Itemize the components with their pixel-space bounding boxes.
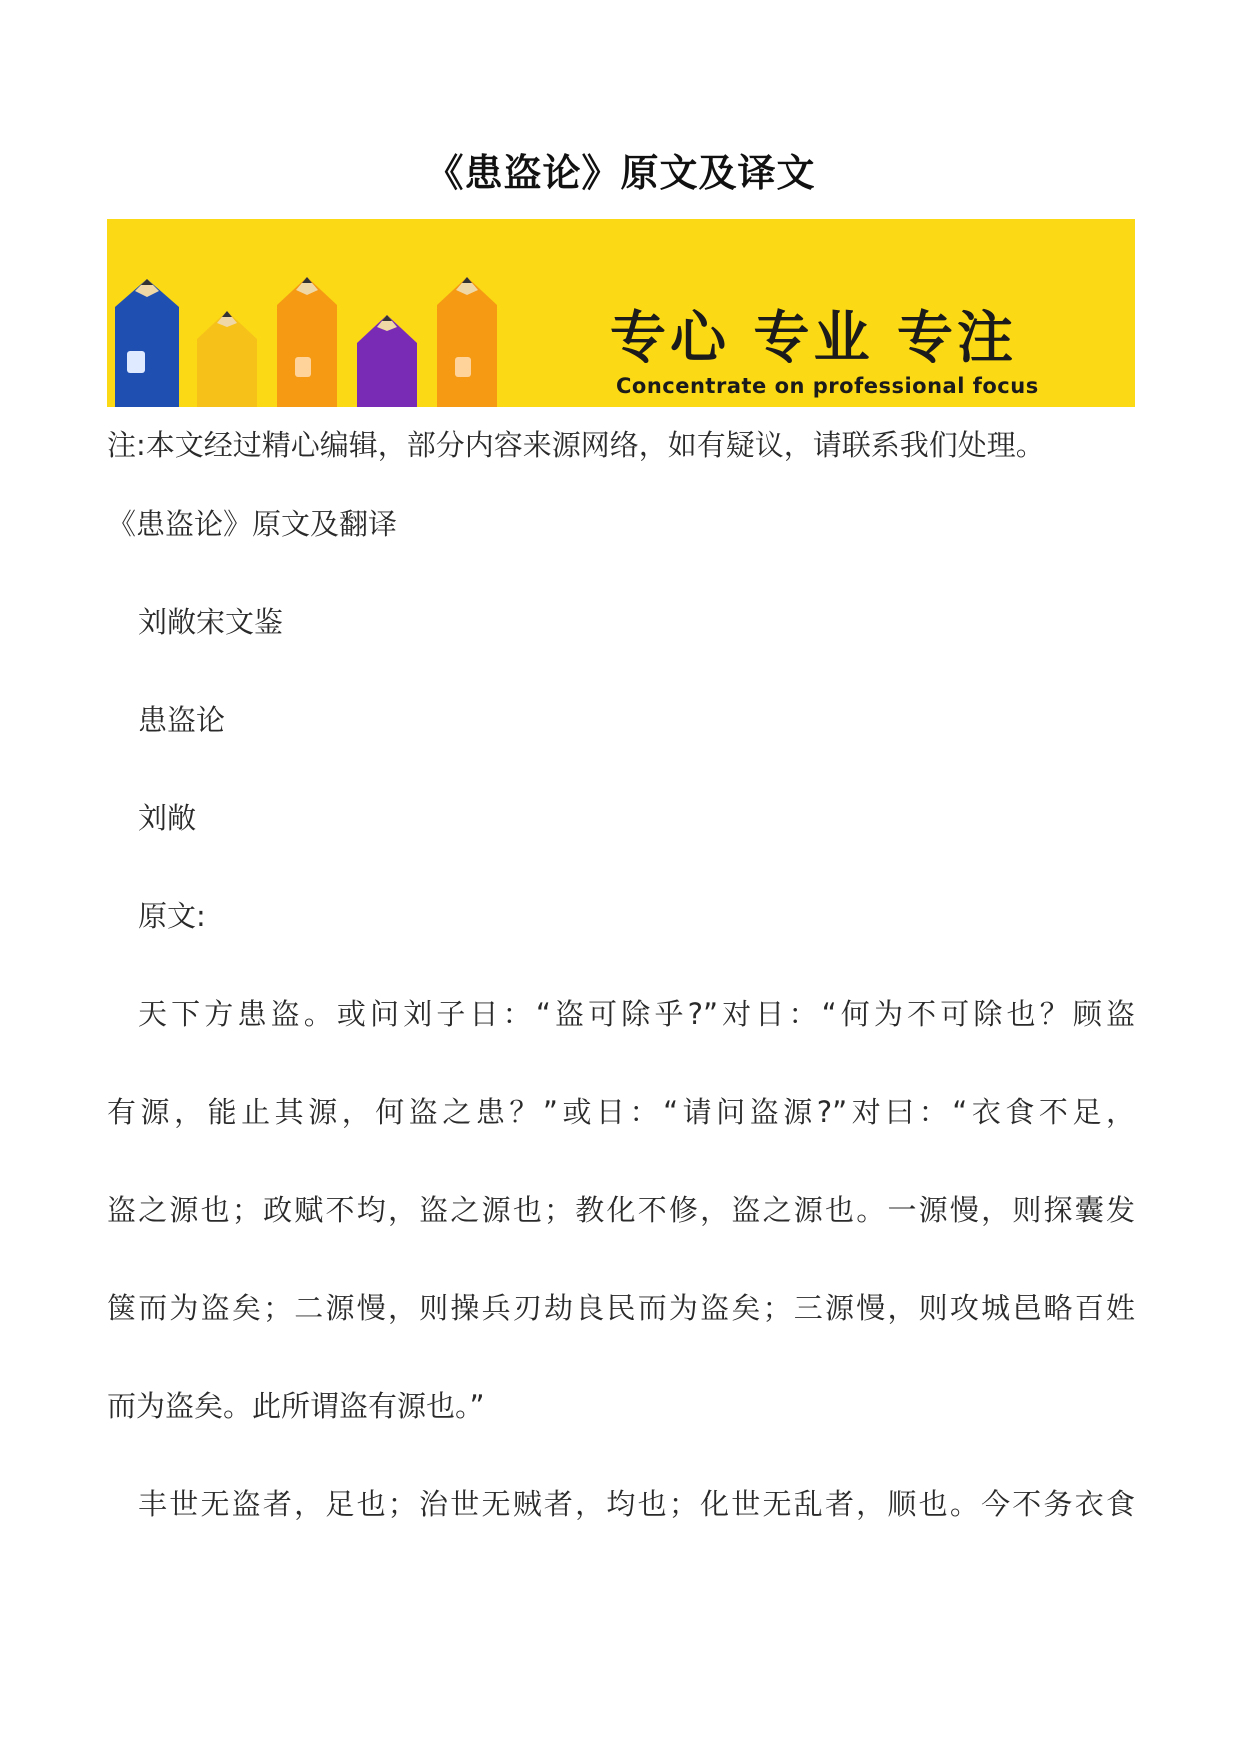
heading: 患盗论: [138, 703, 226, 737]
blue-pencil-icon: [115, 279, 179, 407]
purple-pencil-icon: [357, 315, 417, 407]
orange-pencil-icon: [277, 277, 337, 407]
paragraph-line: 而为盗矣。此所谓盗有源也。”: [107, 1389, 485, 1423]
page-title: 《患盗论》原文及译文: [425, 151, 816, 195]
pencils-illustration: [107, 219, 577, 407]
paragraph-line: 有源，能止其源，何盗之患？”或日：“请问盗源?”对曰：“衣食不足，: [107, 1095, 1135, 1129]
banner-slogan: 专心 专业 专注: [610, 306, 1017, 371]
paragraph-line: 盗之源也；政赋不均，盗之源也；教化不修，盗之源也。一源慢，则探囊发: [107, 1193, 1135, 1227]
editor-note: 注:本文经过精心编辑，部分内容来源网络，如有疑议，请联系我们处理。: [107, 428, 1045, 462]
yellow-pencil-icon: [197, 311, 257, 407]
subtitle: 《患盗论》原文及翻译: [107, 507, 398, 541]
paragraph-line: 丰世无盗者，足也；治世无贼者，均也；化世无乱者，顺也。今不务衣食: [138, 1487, 1135, 1521]
source: 刘敞宋文鉴: [138, 605, 284, 639]
paragraph-line: 天下方患盗。或问刘子日：“盗可除乎?”对日：“何为不可除也？顾盗: [138, 997, 1135, 1031]
banner: [107, 219, 1135, 407]
orange-pencil-2-icon: [437, 277, 497, 407]
banner-slogan-en: Concentrate on professional focus: [616, 374, 1039, 398]
author: 刘敞: [138, 801, 197, 835]
paragraph-line: 箧而为盗矣；二源慢，则操兵刃劫良民而为盗矣；三源慢，则攻城邑略百姓: [107, 1291, 1135, 1325]
original-label: 原文:: [138, 899, 206, 933]
